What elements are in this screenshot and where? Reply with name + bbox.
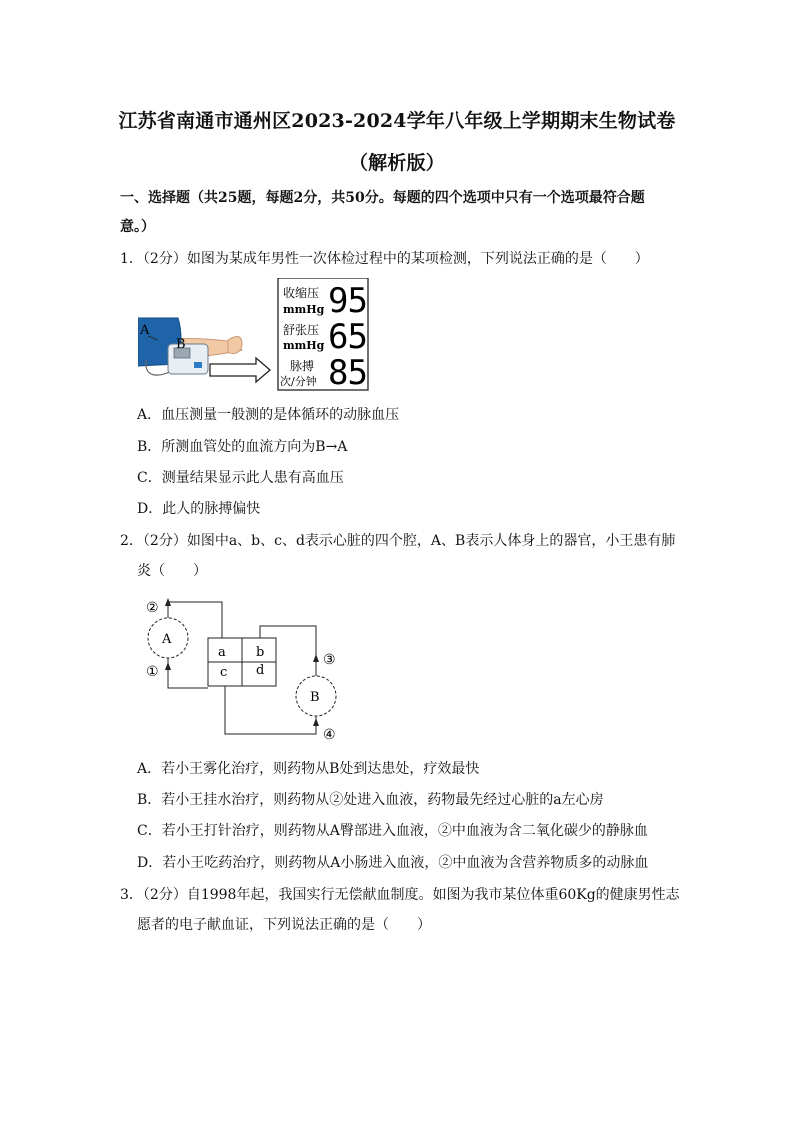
chamber-b-label: b xyxy=(256,645,265,660)
systolic-value: 95 xyxy=(328,281,367,321)
systolic-unit: mmHg xyxy=(283,303,325,316)
result-arrow xyxy=(210,358,270,382)
question-1-stem: 1．（2分）如图为某成年男性一次体检过程中的某项检测，下列说法正确的是（ ） xyxy=(120,251,649,267)
q2-option-b[interactable]: B．若小王挂水治疗，则药物从②处进入血液，药物最先经过心脏的a左心房 xyxy=(137,792,604,808)
circulation-diagram xyxy=(140,596,350,746)
label-a: A xyxy=(140,323,150,338)
pulse-label: 脉搏 xyxy=(290,359,315,373)
document-title-line2: （解析版） xyxy=(348,152,445,174)
marker-1: ① xyxy=(146,664,159,680)
document-title-line1: 江苏省南通市通州区2023-2024学年八年级上学期期末生物试卷 xyxy=(118,110,676,132)
q2-option-a[interactable]: A．若小王雾化治疗，则药物从B处到达患处，疗效最快 xyxy=(137,761,480,777)
question-3-stem-cont: 愿者的电子献血证，下列说法正确的是（ ） xyxy=(137,917,431,933)
systolic-label: 收缩压 xyxy=(283,286,320,300)
label-b: B xyxy=(176,337,186,352)
marker-2: ② xyxy=(146,600,159,616)
q1-option-a[interactable]: A．血压测量一般测的是体循环的动脉血压 xyxy=(137,407,400,423)
vessel-top-right xyxy=(260,626,316,676)
diastolic-value: 65 xyxy=(328,317,367,357)
monitor-button xyxy=(194,362,202,368)
arrow-up-icon xyxy=(313,654,319,662)
chamber-c-label: c xyxy=(220,665,228,680)
diastolic-label: 舒张压 xyxy=(283,323,320,337)
pulse-unit: 次/分钟 xyxy=(280,375,317,388)
marker-3: ③ xyxy=(323,652,336,668)
q2-option-c[interactable]: C．若小王打针治疗，则药物从A臀部进入血液，②中血液为含二氧化碳少的静脉血 xyxy=(137,823,648,839)
chamber-a-label: a xyxy=(218,645,226,660)
hand-shape xyxy=(228,337,242,354)
q1-option-d[interactable]: D．此人的脉搏偏快 xyxy=(137,501,261,517)
vessel-left xyxy=(168,658,208,688)
pulse-value: 85 xyxy=(328,353,367,393)
q1-option-b[interactable]: B．所测血管处的血流方向为B→A xyxy=(137,439,348,455)
q2-option-d[interactable]: D．若小王吃药治疗，则药物从A小肠进入血液，②中血液为含营养物质多的动脉血 xyxy=(137,855,649,871)
section-heading-cont: 意。） xyxy=(120,219,155,235)
question-2-stem-cont: 炎（ ） xyxy=(137,563,207,579)
organ-a-label: A xyxy=(162,632,172,647)
chamber-d-label: d xyxy=(256,663,265,678)
blood-pressure-figure xyxy=(138,278,378,394)
arrow-up-icon xyxy=(165,662,171,670)
organ-b-label: B xyxy=(310,690,320,705)
q1-option-c[interactable]: C．测量结果显示此人患有高血压 xyxy=(137,470,344,486)
section-heading: 一、选择题（共25题，每题2分，共50分。每题的四个选项中只有一个选项最符合题 xyxy=(120,190,645,206)
marker-4: ④ xyxy=(323,727,336,743)
arrow-up-icon xyxy=(313,718,319,726)
question-3-stem: 3．（2分）自1998年起，我国实行无偿献血制度。如图为我市某位体重60Kg的健康男性志 xyxy=(120,887,680,903)
diastolic-unit: mmHg xyxy=(283,339,325,352)
question-2-stem: 2．（2分）如图中a、b、c、d表示心脏的四个腔，A、B表示人体身上的器官，小王患有肺 xyxy=(120,533,676,549)
